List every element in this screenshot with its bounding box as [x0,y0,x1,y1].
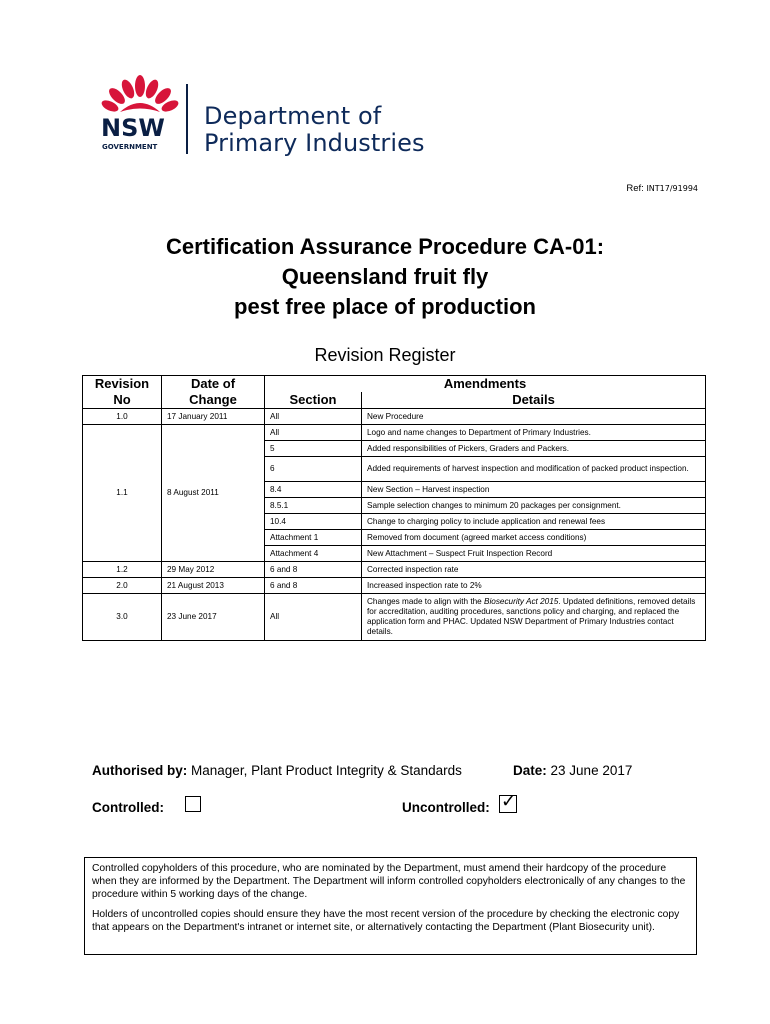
cell-details: New Section – Harvest inspection [362,482,706,498]
ref-label: Ref: [626,183,644,194]
notice-paragraph-uncontrolled: Holders of uncontrolled copies should ensure they have the most recent version of the procedure by checking the electronic copy that appears on the Department's intranet or internet site, or alternatively contacting the Department (Plant Biosecurity unit). [92,909,680,933]
cell-details: New Attachment – Suspect Fruit Inspection Record [362,546,706,562]
cell-section: 8.5.1 [265,498,362,514]
cell-section: All [265,594,362,641]
cell-details: Added responsibilities of Pickers, Graders and Packers. [362,441,706,457]
cell-section: All [265,409,362,425]
cell-revision: 3.0 [83,594,162,641]
cell-revision: 2.0 [83,578,162,594]
table-row [83,562,706,578]
controlled-checkbox[interactable] [185,796,201,812]
department-name-line1: Department of [204,102,382,130]
controlled-label: Controlled: [92,800,164,815]
cell-date: 17 January 2011 [162,409,265,425]
cell-date: 21 August 2013 [162,578,265,594]
date-label: Date: [513,763,547,778]
uncontrolled-label: Uncontrolled: [402,800,490,815]
cell-revision: 1.2 [83,562,162,578]
notice-paragraph-controlled: Controlled copyholders of this procedure, who are nominated by the Department, must amend their hardcopy of the procedure when they are informed by the Department. The Department will inform controlled copyholders electronically of any changes to the procedure within 5 working days of the change. [92,863,686,900]
header-details: Details [362,392,706,409]
details-prefix: Changes made to align with the [367,597,484,606]
table-row [83,578,706,594]
cell-revision: 1.0 [83,409,162,425]
cell-details: Change to charging policy to include application and renewal fees [362,514,706,530]
revision-register-table [82,375,706,641]
details-act-name: Biosecurity Act 2015 [483,597,559,606]
cell-section: 6 and 8 [265,578,362,594]
logo-government-text: GOVERNMENT [102,143,158,151]
authorised-date [513,763,632,778]
cell-date: 8 August 2011 [162,425,265,562]
cell-revision: 1.1 [83,425,162,562]
cell-details: Logo and name changes to Department of Primary Industries. [362,425,706,441]
title-line3: pest free place of production [234,294,536,319]
header-section: Section [265,392,362,409]
department-name-line2: Primary Industries [204,129,425,157]
authorised-by [92,763,462,778]
cell-details: Removed from document (agreed market access conditions) [362,530,706,546]
cell-section: All [265,425,362,441]
cell-section: 6 [265,457,362,482]
logo-nsw-text: NSW [101,114,165,142]
header-revision: Revision No [83,376,162,409]
table-row [83,425,706,441]
cell-section: 8.4 [265,482,362,498]
cell-section: Attachment 4 [265,546,362,562]
ref-code: INT17/91994 [646,184,698,193]
uncontrolled-checkbox[interactable] [499,791,517,813]
cell-date: 29 May 2012 [162,562,265,578]
reference [626,183,698,194]
title-line2: Queensland fruit fly [281,264,489,289]
title-line1: Certification Assurance Procedure CA-01: [165,234,605,259]
date-value: 23 June 2017 [550,763,633,778]
table-row [83,594,706,641]
header-date: Date of Change [162,376,265,409]
logo-divider [186,84,188,154]
cell-details [362,594,706,641]
cell-section: 6 and 8 [265,562,362,578]
document-title [0,232,770,322]
cell-section: 10.4 [265,514,362,530]
authorised-value: Manager, Plant Product Integrity & Standards [191,763,462,778]
revision-register-heading: Revision Register [314,345,456,365]
cell-details: Added requirements of harvest inspection and modification of packed product inspection. [362,457,706,482]
cell-details: Increased inspection rate to 2% [362,578,706,594]
authorised-label: Authorised by: [92,763,188,778]
cell-section: 5 [265,441,362,457]
cell-details: Sample selection changes to minimum 20 packages per consignment. [362,498,706,514]
table-header-row [83,376,706,393]
cell-date: 23 June 2017 [162,594,265,641]
header-amendments: Amendments [265,376,706,393]
cell-details: New Procedure [362,409,706,425]
details-text: . Updated definitions, removed details for accreditation, auditing procedures, sanctions policy and charging, and replaced the application form and PHAC. Updated NSW Department of Primary Industries contact details. [367,597,696,636]
cell-section: Attachment 1 [265,530,362,546]
table-row [83,409,706,425]
checkmark-icon: ✓ [501,791,517,811]
cell-details: Corrected inspection rate [362,562,706,578]
copyholder-notice [84,857,697,955]
